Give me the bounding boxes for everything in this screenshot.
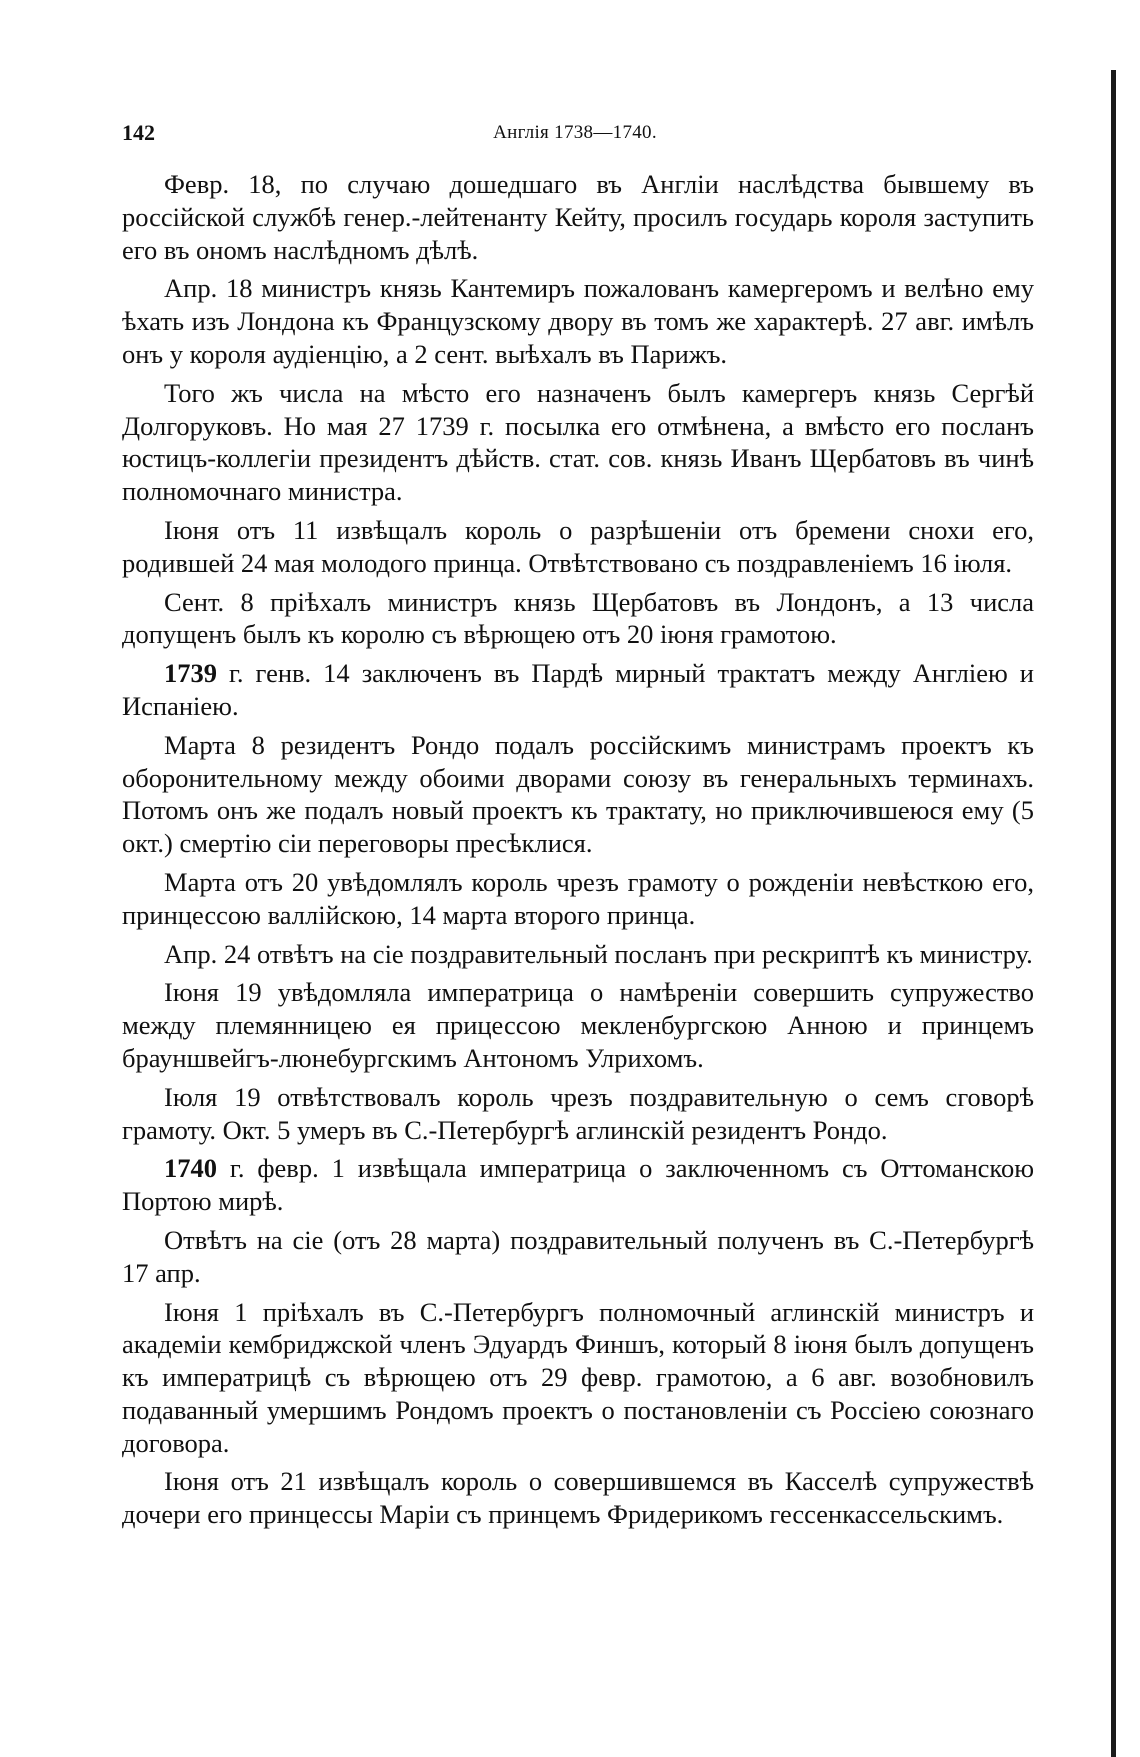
page-edge-line: [1111, 70, 1116, 1757]
paragraph: Іюня 1 пріѣхалъ въ С.-Петербургъ полномочный аглинскій министръ и академіи кембриджской членъ Эдуардъ Финшъ, который 8 іюня былъ допущенъ къ императрицѣ съ вѣрющею отъ 29 февр. грамотою, а 6 авг. возобновилъ подаванный умершимъ Рондомъ проектъ о постановленіи съ Россіею союзнаго договора.: [122, 1296, 1034, 1458]
paragraph: Апр. 24 отвѣтъ на сіе поздравительный посланъ при рескриптѣ къ министру.: [164, 938, 1033, 969]
paragraph: Іюня отъ 11 извѣщалъ король о разрѣшеніи отъ бремени снохи его, родившей 24 мая молодого принца. Отвѣтствовано съ поздравленіемъ 16 іюля.: [122, 514, 1034, 578]
year-heading: 1739: [164, 658, 217, 689]
body-text: [122, 168, 1034, 1537]
paragraph: Февр. 18, по случаю дошедшаго въ Англіи наслѣдства бывшему въ россійской службѣ генер.-лейтенанту Кейту, просилъ государь короля заступить его въ ономъ наслѣдномъ дѣлѣ.: [122, 169, 1034, 265]
page-number: 142: [122, 120, 155, 145]
paragraph: Іюля 19 отвѣтствовалъ король чрезъ поздравительную о семъ сговорѣ грамоту. Окт. 5 умеръ въ С.-Петербургѣ аглинскій резидентъ Рондо.: [122, 1081, 1034, 1145]
paragraph: Отвѣтъ на сіе (отъ 28 марта) поздравительный полученъ въ С.-Петербургѣ 17 апр.: [122, 1224, 1034, 1288]
paragraph: Іюня 19 увѣдомляла императрица о намѣреніи совершить супружество между племянницею ея прицессою мекленбургскою Анною и принцемъ брауншвейгъ-люнебургскимъ Антономъ Улрихомъ.: [122, 977, 1034, 1073]
paragraph: Того жъ числа на мѣсто его назначенъ былъ камергеръ князь Сергѣй Долгоруковъ. Но мая 27 1739 г. посылка его отмѣнена, а вмѣсто его посланъ юстицъ-коллегіи президентъ дѣйств. стат. сов. князь Иванъ Щербатовъ въ чинѣ полномочнаго министра.: [122, 377, 1034, 507]
year-heading: 1740: [164, 1153, 217, 1184]
paragraph: 1740 г. февр. 1 извѣщала императрица о заключенномъ съ Оттоманскою Портою мирѣ.: [122, 1153, 1034, 1217]
running-title: Англія 1738—1740.: [493, 122, 657, 143]
page-header: [122, 120, 1028, 154]
paragraph: Марта 8 резидентъ Рондо подалъ россійскимъ министрамъ проектъ къ оборонительному между обоими дворами союзу въ генеральныхъ терминахъ. Потомъ онъ же подалъ новый проектъ къ трактату, но приключившеюся ему (5 окт.) смертію сіи переговоры пресѣклися.: [122, 729, 1034, 859]
paragraph: 1739 г. генв. 14 заключенъ въ Пардѣ мирный трактатъ между Англіею и Испаніею.: [122, 658, 1034, 721]
paragraph: Апр. 18 министръ князь Кантемиръ пожалованъ камергеромъ и велѣно ему ѣхать изъ Лондона къ Французскому двору въ томъ же характерѣ. 27 авг. имѣлъ онъ у короля аудіенцію, а 2 сент. выѣхалъ въ Парижъ.: [122, 273, 1034, 369]
paragraph: Сент. 8 пріѣхалъ министръ князь Щербатовъ въ Лондонъ, а 13 числа допущенъ былъ къ королю съ вѣрющею отъ 20 іюня грамотою.: [122, 586, 1034, 650]
paragraph: Іюня отъ 21 извѣщалъ король о совершившемся въ Касселѣ супружествѣ дочери его принцессы Маріи съ принцемъ Фридерикомъ гессенкассельскимъ.: [122, 1466, 1034, 1530]
paragraph: Марта отъ 20 увѣдомлялъ король чрезъ грамоту о рожденіи невѣсткою его, принцессою валлійскою, 14 марта второго принца.: [122, 866, 1034, 930]
